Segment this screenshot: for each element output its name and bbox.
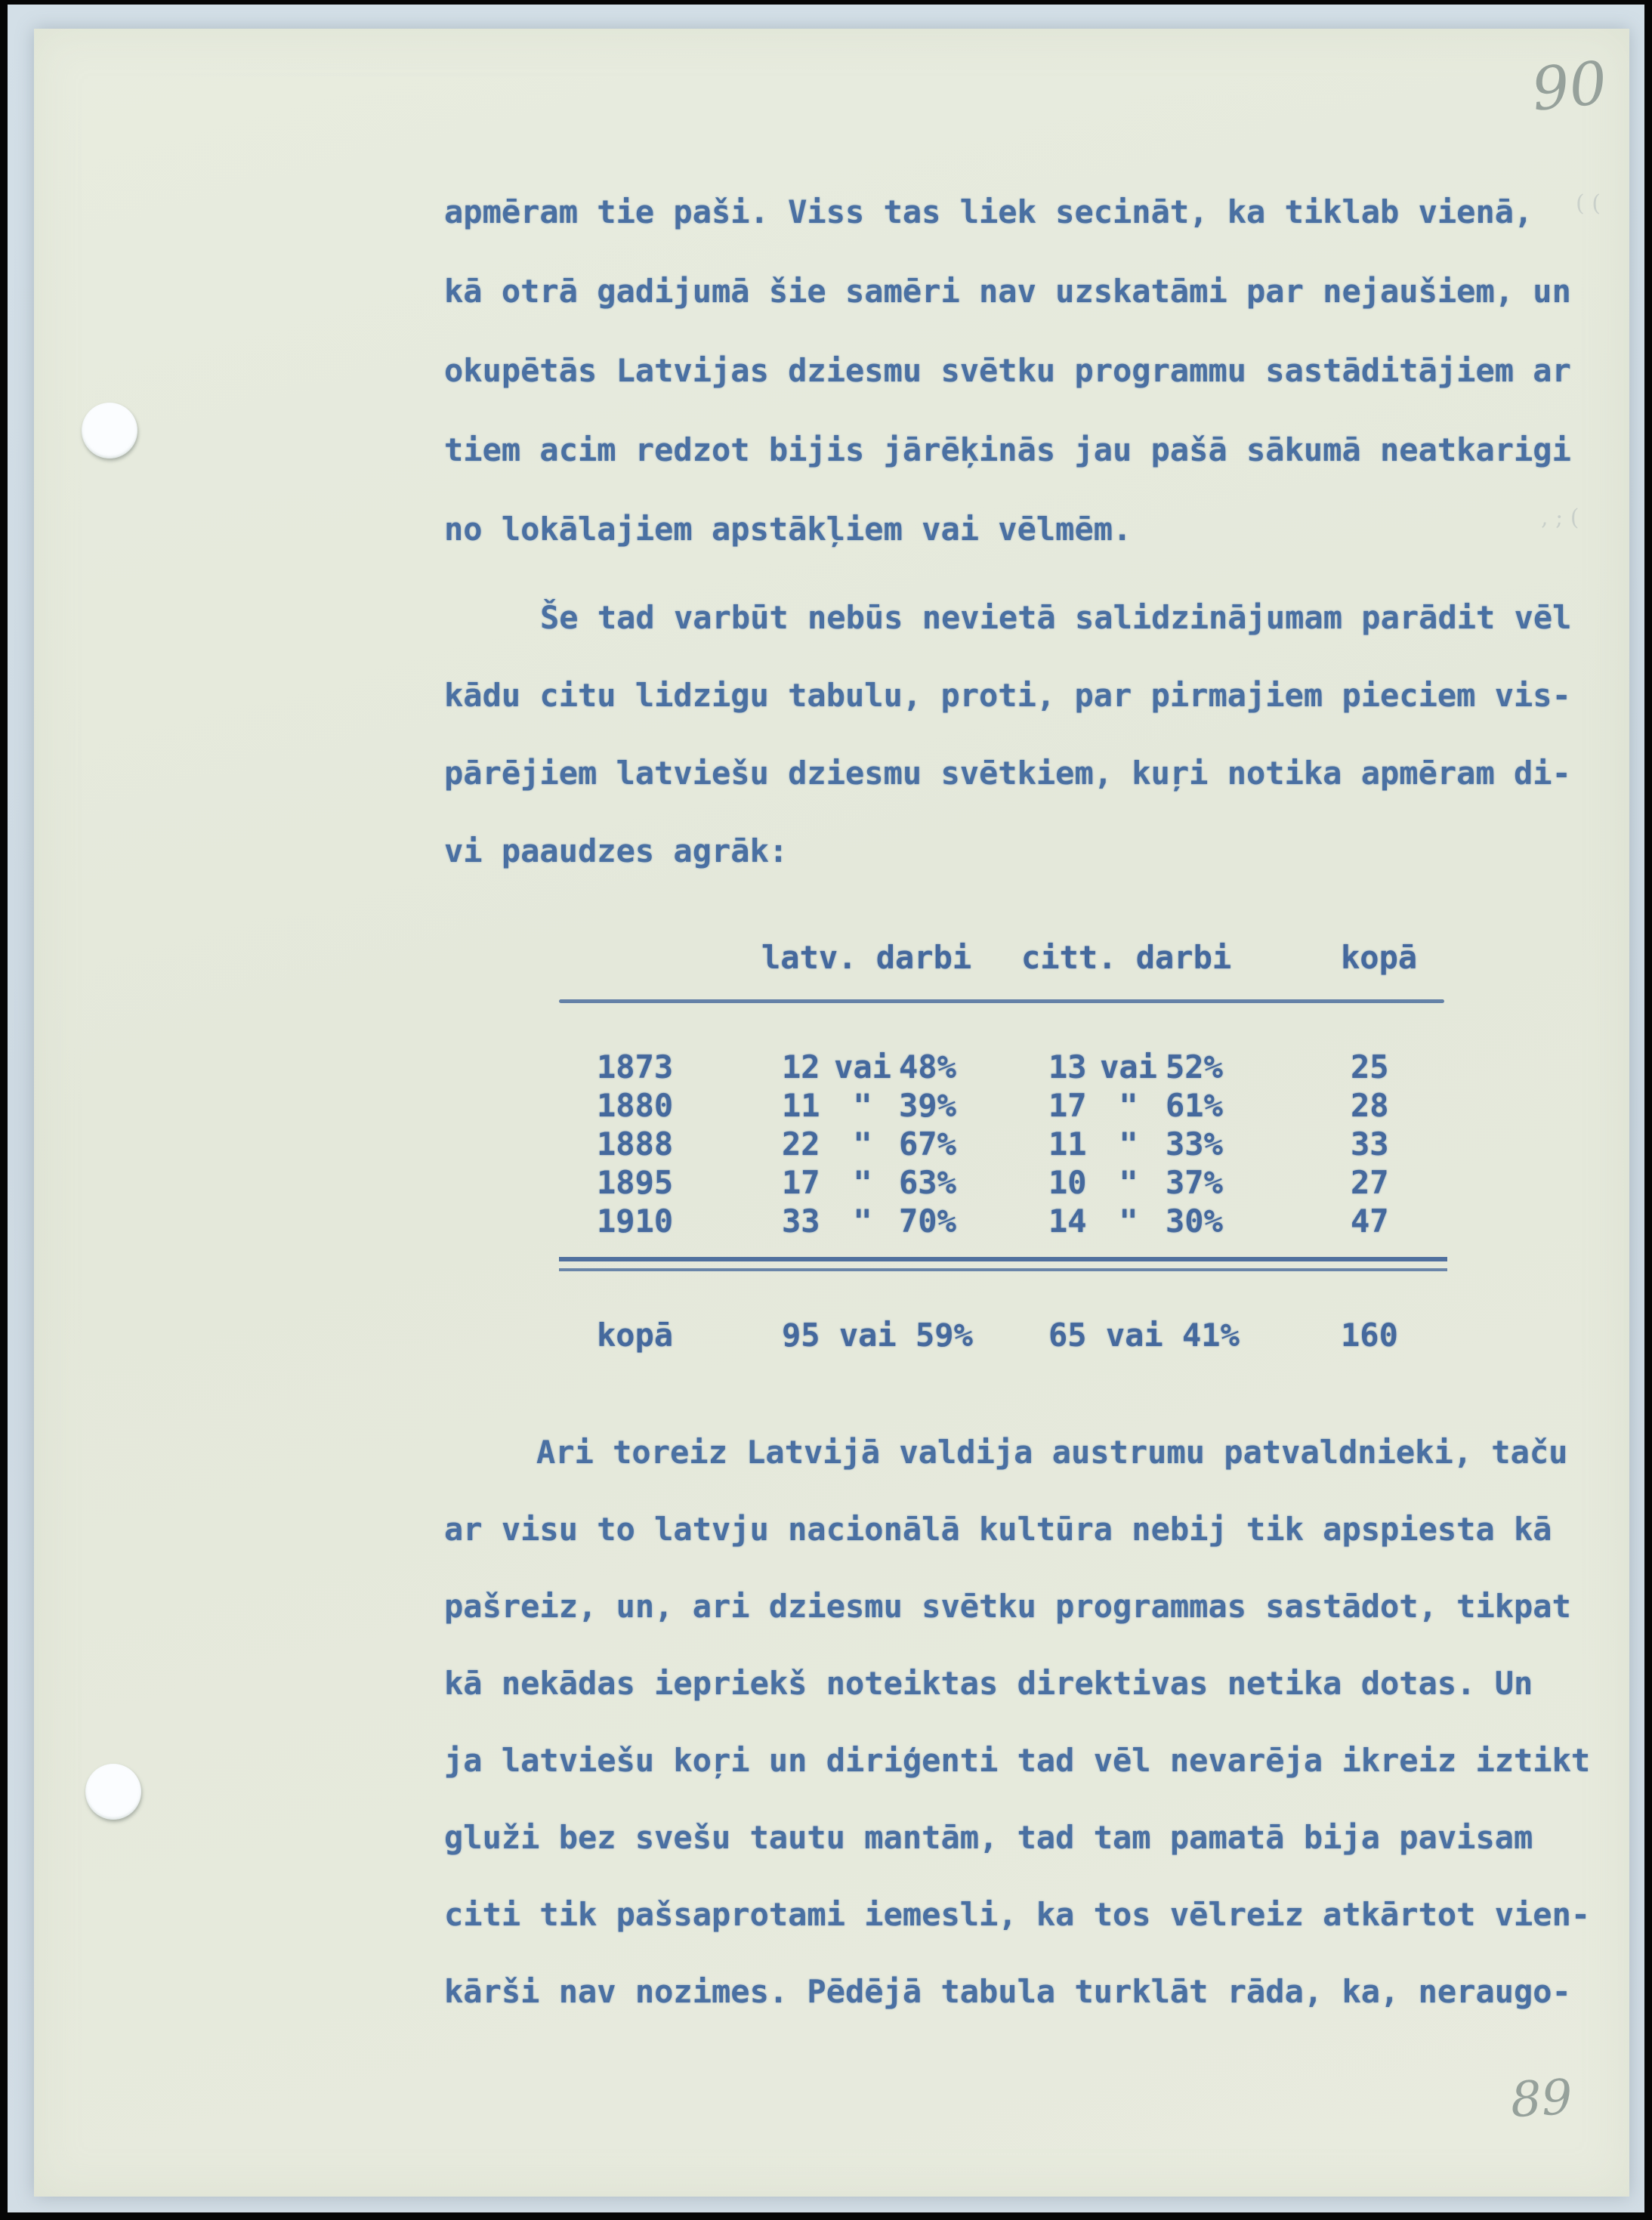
cell-citt-pct: 61% [1166,1087,1223,1124]
stray-pencil-mark: ( ( [1576,190,1601,217]
cell-latv-pct: 48% [899,1048,956,1085]
typewritten-line: kārši nav nozimes. Pēdējā tabula turklāt rāda, ka, neraugo- [444,1973,1571,2010]
total-citt: 65 vai 41% [1048,1317,1240,1354]
cell-year: 1873 [597,1048,674,1085]
cell-latv-sep: " [853,1164,872,1201]
cell-latv-sep: vai [834,1048,891,1085]
cell-citt-sep: vai [1100,1048,1157,1085]
cell-year: 1888 [597,1125,674,1162]
cell-total: 25 [1351,1048,1389,1085]
hole-punch-top [82,403,137,459]
cell-citt-num: 11 [1048,1125,1087,1162]
typewritten-line: kā otrā gadijumā šie samēri nav uzskatāmi par nejaušiem, un [444,273,1571,310]
typewritten-line: citi tik pašsaprotami iemesli, ka tos vēlreiz atkārtot vien- [444,1896,1591,1933]
cell-citt-pct: 33% [1166,1125,1223,1162]
cell-year: 1880 [597,1087,674,1124]
typewritten-line: ar visu to latvju nacionālā kultūra nebij tik apspiesta kā [444,1511,1552,1548]
cell-citt-sep: " [1119,1203,1138,1240]
stray-pencil-mark: , ; ( [1541,505,1579,531]
cell-citt-sep: " [1119,1164,1138,1201]
typewritten-line: tiem acim redzot bijis jārēķinās jau pašā sākumā neatkarigi [444,431,1571,468]
cell-citt-num: 13 [1048,1048,1087,1085]
typewritten-line: gluži bez svešu tautu mantām, tad tam pamatā bija pavisam [444,1819,1533,1856]
cell-latv-pct: 67% [899,1125,956,1162]
typewritten-line: kā nekādas iepriekš noteiktas direktivas netika dotas. Un [444,1665,1533,1702]
typewritten-line: vi paaudzes agrāk: [444,832,789,869]
cell-latv-pct: 63% [899,1164,956,1201]
cell-latv-sep: " [853,1087,872,1124]
typewritten-line: no lokālajiem apstākļiem vai vēlmēm. [444,511,1132,548]
table-bottom-double-rule [559,1257,1447,1271]
typewritten-line: pārējiem latviešu dziesmu svētkiem, kuŗi notika apmēram di- [444,755,1571,792]
typewritten-line: ja latviešu koŗi un diriģenti tad vēl nevarēja ikreiz iztikt [444,1742,1591,1779]
cell-latv-pct: 39% [899,1087,956,1124]
cell-latv-pct: 70% [899,1203,956,1240]
typewritten-line: kādu citu lidzigu tabulu, proti, par pirmajiem pieciem vis- [444,677,1571,714]
table-header-latv-darbi: latv. darbi [761,939,972,976]
cell-citt-sep: " [1119,1125,1138,1162]
total-kopa: 160 [1341,1317,1398,1354]
table-top-rule [559,999,1444,1003]
table-header-kopa: kopā [1341,939,1418,976]
cell-year: 1895 [597,1164,674,1201]
typewritten-line: Ari toreiz Latvijā valdija austrumu patvaldnieki, taču [536,1434,1568,1471]
typewritten-line: okupētās Latvijas dziesmu svētku programmu sastāditājiem ar [444,352,1571,389]
typewritten-line: Še tad varbūt nebūs nevietā salidzinājumam parādit vēl [540,599,1572,636]
cell-citt-pct: 37% [1166,1164,1223,1201]
table-header-citt-darbi: citt. darbi [1021,939,1232,976]
typewritten-line: apmēram tie paši. Viss tas liek secināt, ka tiklab vienā, [444,193,1533,230]
cell-citt-sep: " [1119,1087,1138,1124]
cell-year: 1910 [597,1203,674,1240]
cell-latv-sep: " [853,1203,872,1240]
handwritten-page-number-bottom: 89 [1509,2069,1574,2129]
cell-citt-num: 10 [1048,1164,1087,1201]
cell-latv-sep: " [853,1125,872,1162]
cell-citt-pct: 30% [1166,1203,1223,1240]
cell-latv-num: 17 [782,1164,820,1201]
cell-total: 33 [1351,1125,1389,1162]
handwritten-page-number-top: 90 [1528,49,1610,125]
hole-punch-bottom [85,1764,141,1820]
typewritten-line: pašreiz, un, ari dziesmu svētku programmas sastādot, tikpat [444,1588,1571,1625]
cell-total: 27 [1351,1164,1389,1201]
total-latv: 95 vai 59% [782,1317,973,1354]
cell-total: 28 [1351,1087,1389,1124]
cell-latv-num: 11 [782,1087,820,1124]
cell-citt-num: 17 [1048,1087,1087,1124]
cell-latv-num: 33 [782,1203,820,1240]
cell-latv-num: 22 [782,1125,820,1162]
total-label: kopā [597,1317,674,1354]
cell-citt-num: 14 [1048,1203,1087,1240]
cell-citt-pct: 52% [1166,1048,1223,1085]
cell-total: 47 [1351,1203,1389,1240]
cell-latv-num: 12 [782,1048,820,1085]
